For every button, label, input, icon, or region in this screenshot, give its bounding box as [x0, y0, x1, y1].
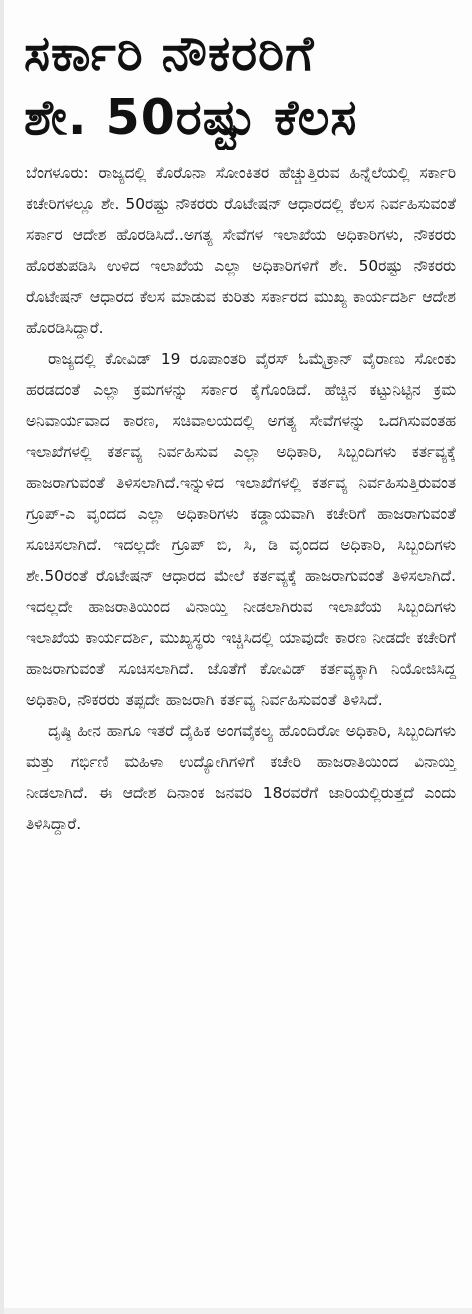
bottom-edge — [4, 1308, 472, 1314]
headline-line-1: ಸರ್ಕಾರಿ ನೌಕರರಿಗೆ — [24, 25, 315, 82]
headline-line-2: ಶೇ. 50ರಷ್ಟು ಕೆಲಸ — [24, 89, 358, 146]
headline — [4, 0, 472, 150]
article-body — [26, 158, 456, 840]
paragraph-1: ಬೆಂಗಳೂರು: ರಾಜ್ಯದಲ್ಲಿ ಕೊರೊನಾ ಸೋಂಕಿತರ ಹೆಚ್ಚುತ್ತಿರುವ ಹಿನ್ನೆಲೆಯಲ್ಲಿ ಸರ್ಕಾರಿ ಕಚೇರಿಗಳಲ್ಲೂ ಶೇ. 50ರಷ್ಟು ನೌಕರರು ರೊಟೇಷನ್ ಆಧಾರದಲ್ಲಿ ಕೆಲಸ ನಿರ್ವಹಿಸುವಂತೆ ಸರ್ಕಾರ ಆದೇಶ ಹೊರಡಿಸಿದೆ..ಅಗತ್ಯ ಸೇವೆಗಳ ಇಲಾಖೆಯ ಅಧಿಕಾರಿಗಳು, ನೌಕರರು ಹೊರತುಪಡಿಸಿ ಉಳಿದ ಇಲಾಖೆಯ ಎಲ್ಲಾ ಅಧಿಕಾರಿಗಳಿಗೆ ಶೇ. 50ರಷ್ಟು ನೌಕರರು ರೊಟೇಷನ್ ಆಧಾರದ ಕೆಲಸ ಮಾಡುವ ಕುರಿತು ಸರ್ಕಾರದ ಮುಖ್ಯ ಕಾರ್ಯದರ್ಶಿ ಆದೇಶ ಹೊರಡಿಸಿದ್ದಾರೆ. — [26, 164, 456, 337]
paragraph-2: ರಾಜ್ಯದಲ್ಲಿ ಕೋವಿಡ್ 19 ರೂಪಾಂತರಿ ವೈರಸ್ ಓಮೈಕ್ರಾನ್ ವೈರಾಣು ಸೋಂಕು ಹರಡದಂತೆ ಎಲ್ಲಾ ಕ್ರಮಗಳನ್ನು ಸರ್ಕಾರ ಕೈಗೊಂಡಿದೆ. ಹೆಚ್ಚಿನ ಕಟ್ಟುನಿಟ್ಟಿನ ಕ್ರಮ ಅನಿವಾರ್ಯವಾದ ಕಾರಣ, ಸಚಿವಾಲಯದಲ್ಲಿ ಅಗತ್ಯ ಸೇವೆಗಳನ್ನು ಒದಗಿಸುವಂತಹ ಇಲಾಖೆಗಳಲ್ಲಿ ಕರ್ತವ್ಯ ನಿರ್ವಹಿಸುವ ಎಲ್ಲಾ ಅಧಿಕಾರಿ, ಸಿಬ್ಬಂದಿಗಳು ಕರ್ತವ್ಯಕ್ಕೆ ಹಾಜರಾಗುವಂತೆ ತಿಳಿಸಲಾಗಿದೆ.ಇನ್ನುಳಿದ ಇಲಾಖೆಗಳಲ್ಲಿ ಕರ್ತವ್ಯ ನಿರ್ವಹಿಸುತ್ತಿರುವಂತ ಗ್ರೂಪ್-ಎ ವೃಂದದ ಎಲ್ಲಾ ಅಧಿಕಾರಿಗಳು ಕಡ್ಡಾಯವಾಗಿ ಕಚೇರಿಗೆ ಹಾಜರಾಗುವಂತೆ ಸೂಚಿಸಲಾಗಿದೆ. ಇದಲ್ಲದೇ ಗ್ರೂಪ್ ಬಿ, ಸಿ, ಡಿ ವೃಂದದ ಅಧಿಕಾರಿ, ಸಿಬ್ಬಂದಿಗಳು ಶೇ.50ರಂತೆ ರೊಟೇಷನ್ ಆಧಾರದ ಮೇಲೆ ಕರ್ತವ್ಯಕ್ಕೆ ಹಾಜರಾಗುವಂತೆ ತಿಳಿಸಲಾಗಿದೆ. ಇದಲ್ಲದೇ ಹಾಜರಾತಿಯಿಂದ ವಿನಾಯ್ತಿ ನೀಡಲಾಗಿರುವ ಇಲಾಖೆಯ ಸಿಬ್ಬಂದಿಗಳು ಇಲಾಖೆಯ ಕಾರ್ಯದರ್ಶಿ, ಮುಖ್ಯಸ್ಥರು ಇಚ್ಚಿಸಿದಲ್ಲಿ ಯಾವುದೇ ಕಾರಣ ನೀಡದೇ ಕಚೇರಿಗೆ ಹಾಜರಾಗುವಂತೆ ಸೂಚಿಸಲಾಗಿದೆ. ಜೊತೆಗೆ ಕೋವಿಡ್ ಕರ್ತವ್ಯಕ್ಕಾಗಿ ನಿಯೋಜಿಸಿದ್ದ ಅಧಿಕಾರಿ, ನೌಕರರು ತಪ್ಪದೇ ಹಾಜರಾಗಿ ಕರ್ತವ್ಯ ನಿರ್ವಹಿಸುವಂತೆ ತಿಳಿಸಿದೆ. — [26, 350, 456, 709]
paragraph-3: ದೃಷ್ಠಿ ಹೀನ ಹಾಗೂ ಇತರೆ ದೈಹಿಕ ಅಂಗವೈಕಲ್ಯ ಹೊಂದಿರೋ ಅಧಿಕಾರಿ, ಸಿಬ್ಬಂದಿಗಳು ಮತ್ತು ಗರ್ಭಿಣಿ ಮಹಿಳಾ ಉದ್ಯೋಗಿಗಳಿಗೆ ಕಚೇರಿ ಹಾಜರಾತಿಯಿಂದ ವಿನಾಯ್ತಿ ನೀಡಲಾಗಿದೆ. ಈ ಆದೇಶ ದಿನಾಂಕ ಜನವರಿ 18ರವರೆಗೆ ಜಾರಿಯಲ್ಲಿರುತ್ತದೆ ಎಂದು ತಿಳಿಸಿದ್ದಾರೆ. — [26, 722, 456, 833]
